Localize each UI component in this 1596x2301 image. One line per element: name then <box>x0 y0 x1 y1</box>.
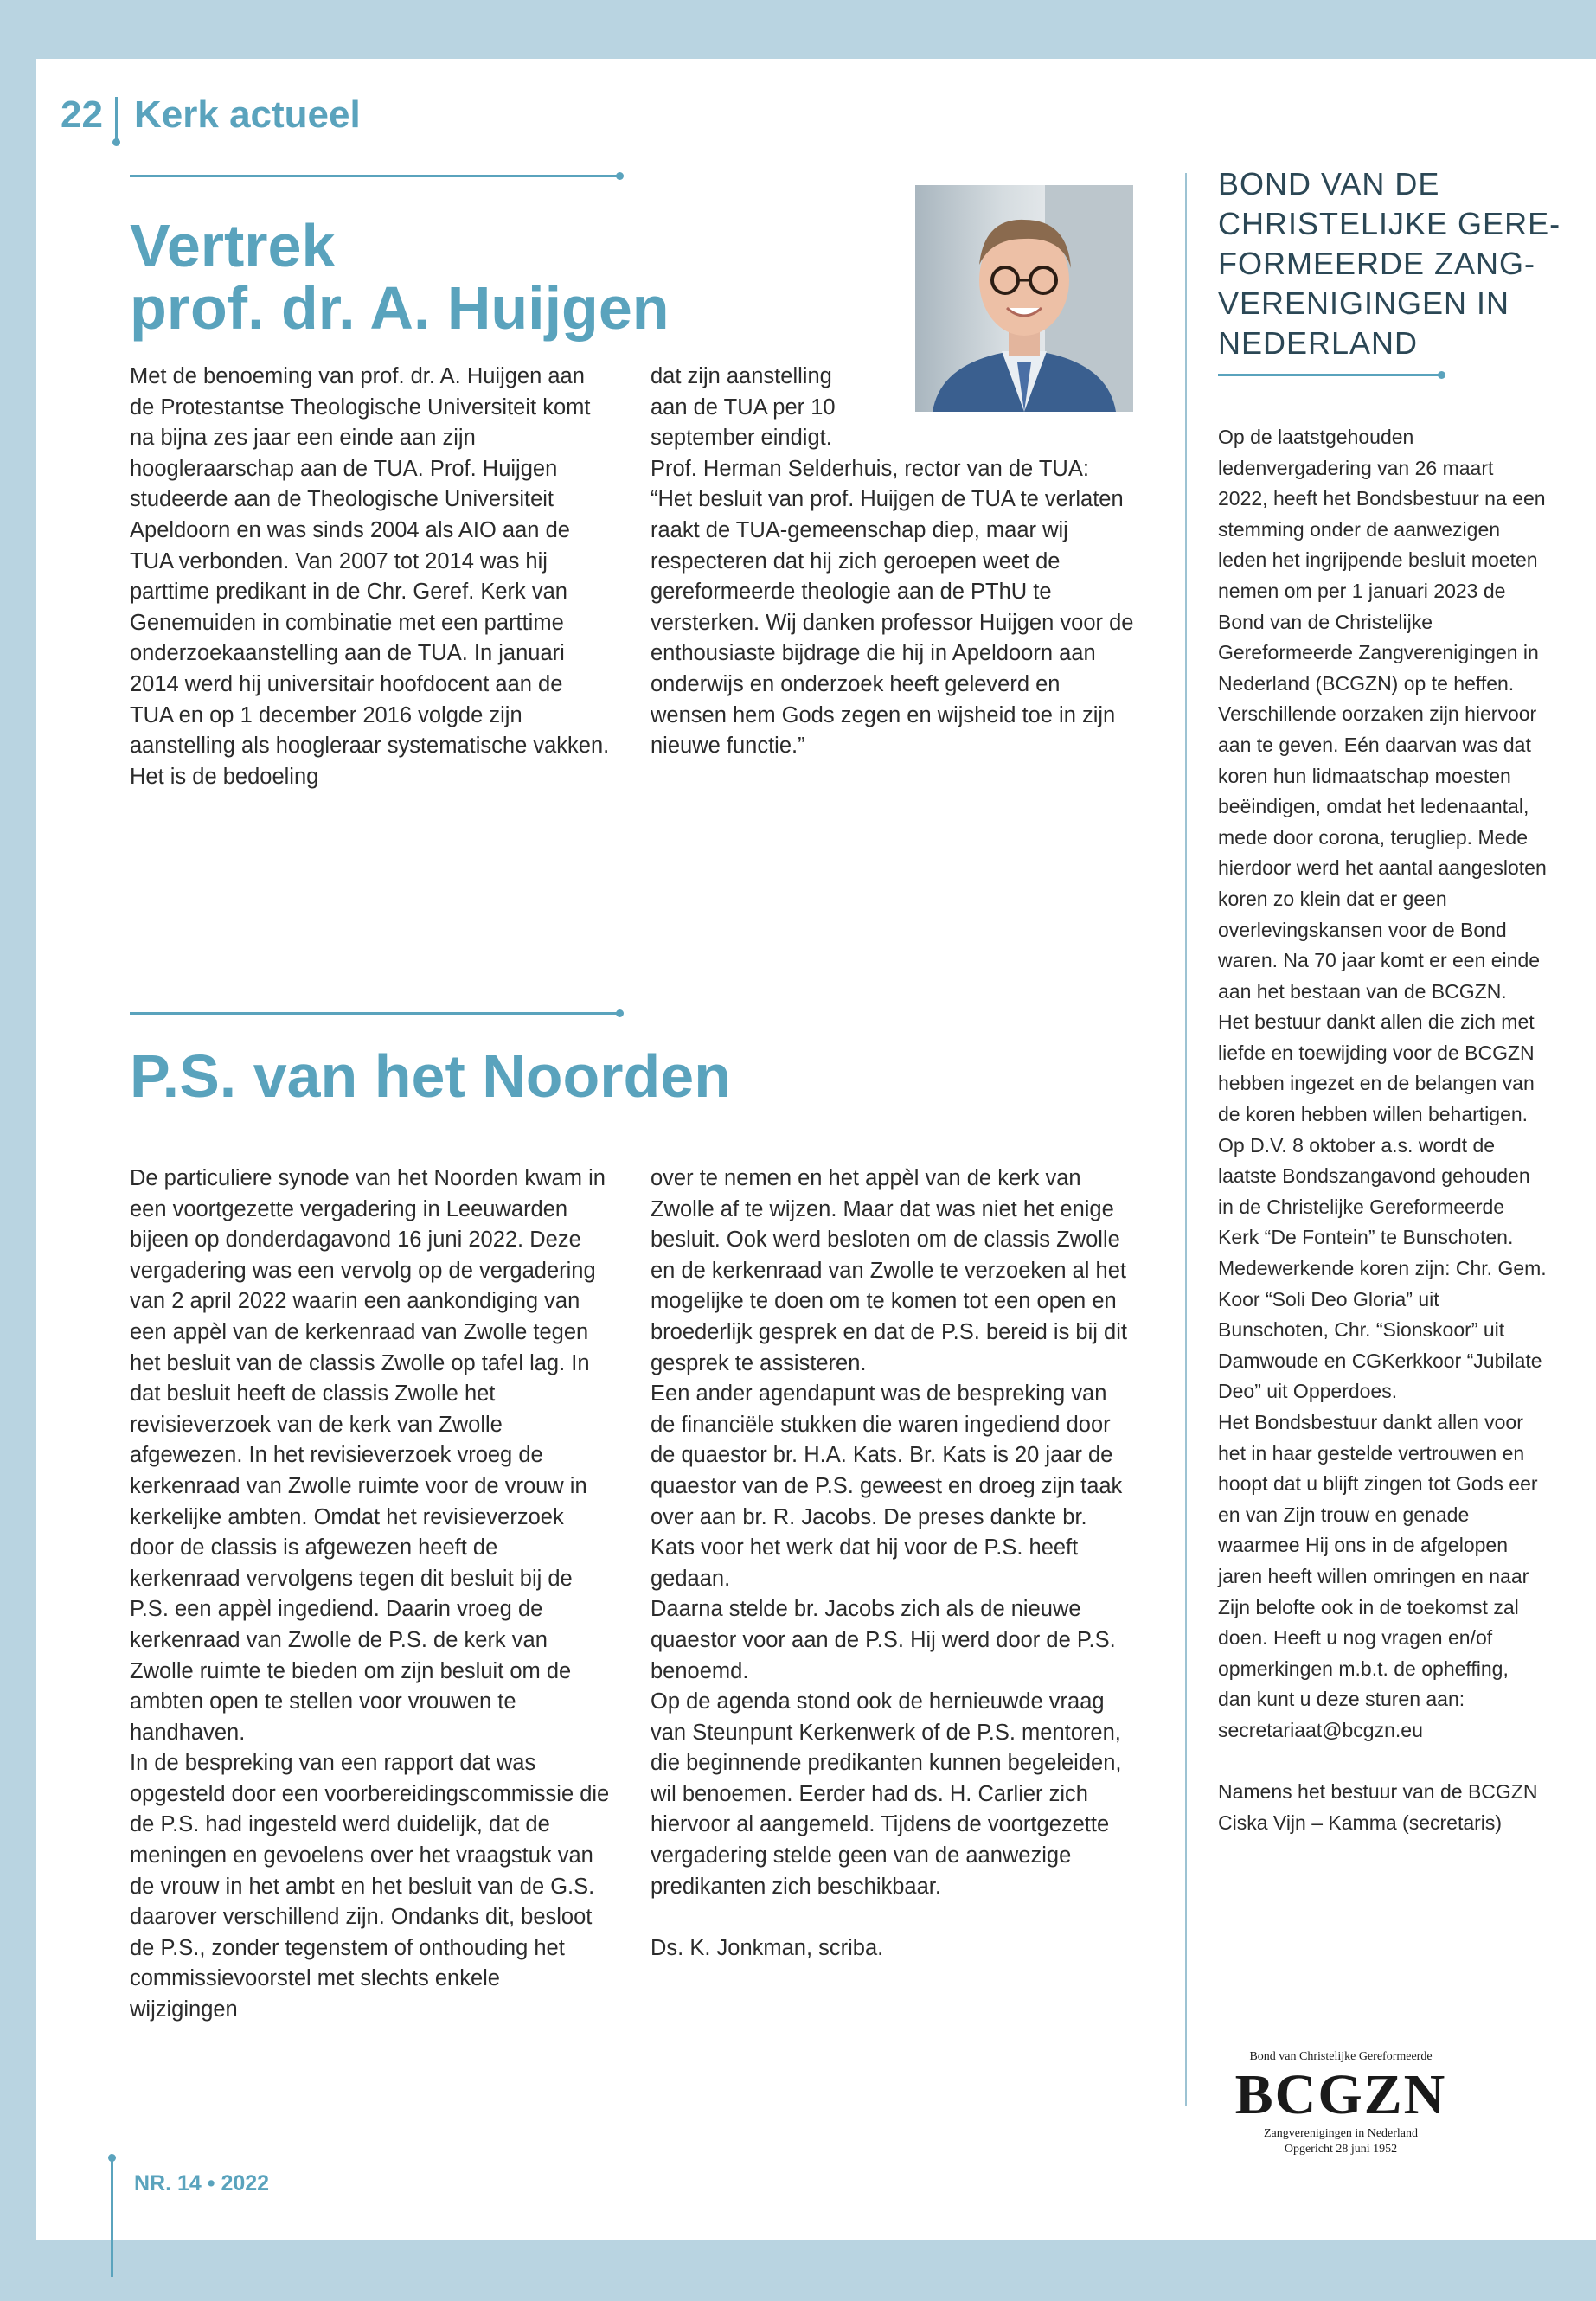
header-divider <box>115 97 118 142</box>
article1-col1-text: Met de benoeming van prof. dr. A. Huijgen aan de Protestantse Theologische Universiteit komt na bijna zes jaar een einde aan zijn hoogleraarschap aan de TUA. Prof. Huijgen studeerde aan de Theologische Universiteit Apeldoorn en was sinds 2004 als AIO aan de TUA verbonden. Van 2007 tot 2014 was hij parttime predikant in de Chr. Geref. Kerk van Genemuiden in combinatie met een parttime onderzoekaanstelling aan de TUA. In januari 2014 werd hij universitair hoofdocent aan de TUA en op 1 december 2016 volgde zijn aanstelling als hoogleraar systematische vakken. Het is de bedoeling <box>130 364 610 789</box>
sidebar-signature-line2: Ciska Vijn – Kamma (secretaris) <box>1218 1811 1503 1834</box>
sidebar-divider <box>1185 173 1187 2106</box>
article2-column2 <box>651 1163 1135 1964</box>
footer-divider-dot <box>108 2154 116 2162</box>
article2-title: P.S. van het Noorden <box>130 1042 731 1110</box>
sidebar-rule-dot <box>1438 371 1445 379</box>
article1-column1 <box>130 362 610 792</box>
bcgzn-logo <box>1221 2050 1460 2180</box>
header-divider-dot <box>112 138 120 146</box>
sidebar-signature-line1: Namens het bestuur van de BCGZN <box>1218 1780 1538 1804</box>
issue-number: NR. 14 • 2022 <box>134 2171 270 2195</box>
sidebar-rule <box>1218 374 1441 376</box>
logo-letters: BCGZN <box>1234 2063 1447 2126</box>
article2-col1-p1: De particuliere synode van het Noorden kwam in een voortgezette vergadering in Leeuwarden bijeen op donderdagavond 16 juni 2022. Deze vergadering was een vervolg op de vergadering van 2 april 2022 waarin een aankondiging van een appèl van de kerkenraad van Zwolle tegen het besluit van de classis Zwolle op tafel lag. In dat besluit heeft de classis Zwolle het revisieverzoek van de kerk van Zwolle afgewezen. In het revisieverzoek vroeg de kerkenraad van Zwolle ruimte voor de vrouw in kerkelijke ambten. Omdat het revisieverzoek door de classis is afgewezen heeft de kerkenraad vervolgens tegen dit besluit bij de P.S. een appèl ingediend. Daarin vroeg de kerkenraad van Zwolle de P.S. de kerk van Zwolle ruimte te bieden om zijn besluit om de ambten open te stellen voor vrouwen te handhaven. <box>130 1166 606 1745</box>
article1-rule <box>130 175 619 177</box>
article2-col2-p4: Op de agenda stond ook de hernieuwde vraag van Steunpunt Kerkenwerk of de P.S. mentoren, die beginnende predikanten kunnen begeleiden, wil benoemen. Eerder had ds. H. Carlier zich hiervoor al aangemeld. Tijdens de voortgezette vergadering stelde geen van de aanwezige predikanten zich beschikbaar. <box>651 1689 1122 1899</box>
sidebar-p2: Verschillende oorzaken zijn hiervoor aan te geven. Eén daarvan was dat koren hun lidmaatschap moesten beëindigen, omdat het ledenaantal, mede door corona, terugliep. Mede hierdoor werd het aantal aangesloten koren zo klein dat er geen overlevingskansen voor de Bond waren. Na 70 jaar komt er een einde aan het bestaan van de BCGZN. <box>1218 702 1547 1003</box>
logo-top-text: Bond van Christelijke Gereformeerde <box>1249 2050 1433 2063</box>
page-number: 22 <box>61 93 103 136</box>
sidebar-p1: Op de laatstgehouden ledenvergadering van 26 maart 2022, heeft het Bondsbestuur na een stemming onder de aanwezigen leden het ingrijpende besluit moeten nemen om per 1 januari 2023 de Bond van de Christelijke Gereformeerde Zangverenigingen in Nederland (BCGZN) op te heffen. <box>1218 426 1546 695</box>
sidebar-p4: Op D.V. 8 oktober a.s. wordt de laatste Bondszangavond gehouden in de Christelijke Gereformeerde Kerk “De Fontein” te Bunschoten. Medewerkende koren zijn: Chr. Gem. Koor “Soli Deo Gloria” uit Bunschoten, Chr. “Sionskoor” uit Damwoude en CGKerkkoor “Jubilate Deo” uit Opperdoes. <box>1218 1133 1547 1403</box>
article1-col2-p1: dat zijn aanstelling aan de TUA per 10 september eindigt. <box>651 364 836 451</box>
logo-founded: Opgericht 28 juni 1952 <box>1284 2143 1398 2156</box>
article1-title-line2: prof. dr. A. Huijgen <box>130 274 670 342</box>
article2-col2-p3: Daarna stelde br. Jacobs zich als de nieuwe quaestor voor aan de P.S. Hij werd door de P.S. benoemd. <box>651 1597 1116 1683</box>
article2-rule <box>130 1012 619 1015</box>
sidebar-p3: Het bestuur dankt allen die zich met liefde en toewijding voor de BCGZN hebben ingezet en de belangen van de koren hebben willen behartigen. <box>1218 1010 1535 1126</box>
sidebar-title: BOND VAN DE CHRISTELIJKE GERE-FORMEERDE ZANG-VERENIGINGEN IN NEDERLAND <box>1218 166 1561 361</box>
article2-col1-p2: In de bespreking van een rapport dat was opgesteld door een voorbereidingscommissie die de P.S. had ingesteld werd duidelijk, dat de meningen en gevoelens over het vraagstuk van de vrouw in het ambt en het besluit van de G.S. daarover verschillend zijn. Ondanks dit, besloot de P.S., zonder tegenstem of onthouding het commissievoorstel met slechts enkele wijzigingen <box>130 1751 610 2022</box>
logo-subtitle: Zangverenigingen in Nederland <box>1263 2127 1419 2140</box>
article2-rule-dot <box>616 1009 624 1017</box>
section-title: Kerk actueel <box>134 93 361 136</box>
article2-col2-p2: Een ander agendapunt was de bespreking van de financiële stukken die waren ingediend door de quaestor br. H.A. Kats. Br. Kats is 20 jaar de quaestor van de P.S. geweest en droeg zijn taak over aan br. R. Jacobs. De preses dankte br. Kats voor het werk dat hij voor de P.S. heeft gedaan. <box>651 1381 1123 1591</box>
sidebar-body <box>1218 422 1547 1838</box>
sidebar-p5: Het Bondsbestuur dankt allen voor het in haar gestelde vertrouwen en hoopt dat u blijft zingen tot Gods eer en van Zijn trouw en genade waarmee Hij ons in de afgelopen jaren heeft willen omringen en naar Zijn belofte ook in de toekomst zal doen. Heeft u nog vragen en/of opmerkingen m.b.t. de opheffing, dan kunt u deze sturen aan: secretariaat@bcgzn.eu <box>1218 1411 1538 1741</box>
footer-divider <box>111 2156 113 2277</box>
article2-col2-p1: over te nemen en het appèl van de kerk van Zwolle af te wijzen. Maar dat was niet het enige besluit. Ook werd besloten om de classis Zwolle en de kerkenraad van Zwolle te verzoeken al het mogelijke te doen om te komen tot een open en broederlijk gesprek en dat de P.S. bereid is bij dit gesprek te assisteren. <box>651 1166 1127 1375</box>
article2-signature: Ds. K. Jonkman, scriba. <box>651 1935 884 1960</box>
article1-column2 <box>651 362 1135 762</box>
article2-column1 <box>130 1163 610 2026</box>
article1-col2-p2: Prof. Herman Selderhuis, rector van de TUA: “Het besluit van prof. Huijgen de TUA te verlaten raakt de TUA-gemeenschap diep, maar wij respecteren dat hij zich geroepen weet de gereformeerde theologie aan de PThU te versterken. Wij danken professor Huijgen voor de enthousiaste bijdrage die hij in Apeldoorn aan onderwijs en onderzoek heeft geleverd en wensen hem Gods zegen en wijsheid toe in zijn nieuwe functie.” <box>651 456 1134 759</box>
article1-title <box>130 212 753 342</box>
article1-rule-dot <box>616 172 624 180</box>
article1-title-line1: Vertrek <box>130 212 336 279</box>
